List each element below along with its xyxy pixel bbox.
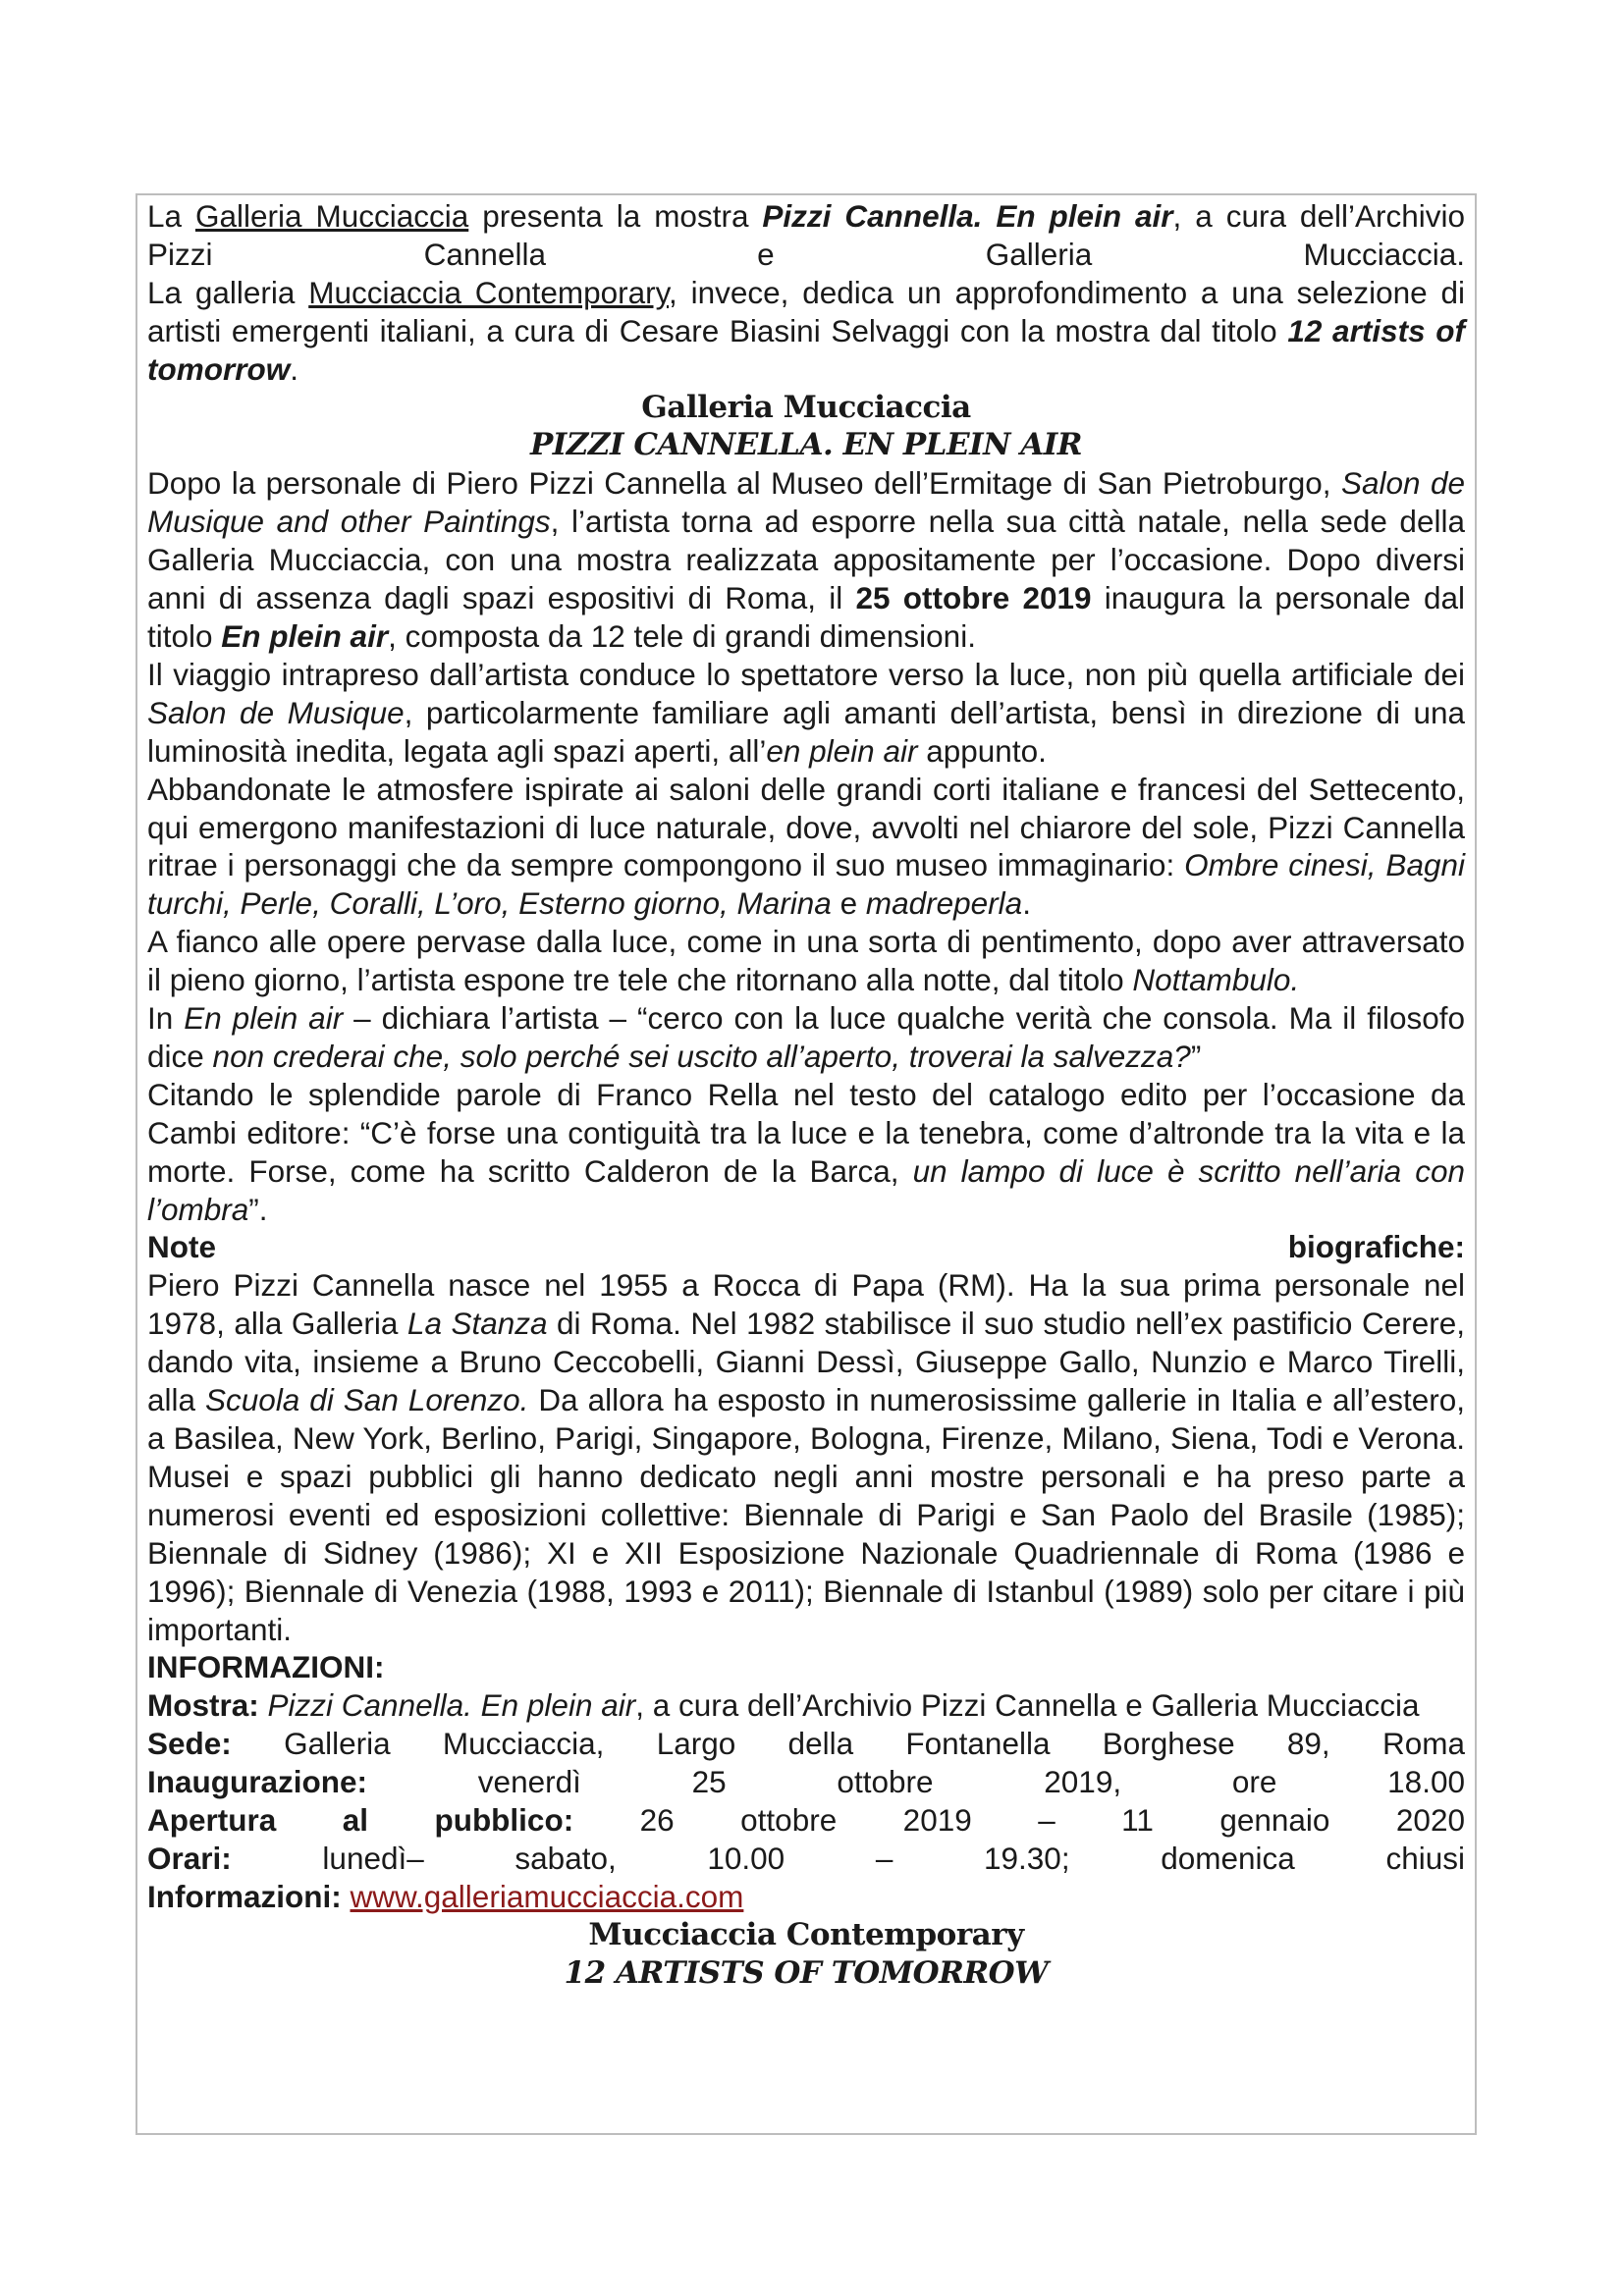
section1-paragraph-5: In En plein air – dichiara l’artista – “cerco con la luce qualche verità che consola. Ma il filosofo dice non crederai che, solo perché sei uscito all’aperto, troverai la salvezza?” <box>147 1000 1465 1074</box>
info-mostra: Mostra: Pizzi Cannella. En plein air, a cura dell’Archivio Pizzi Cannella e Galleria Mucciaccia <box>147 1687 1420 1724</box>
bio-paragraph: Piero Pizzi Cannella nasce nel 1955 a Rocca di Papa (RM). Ha la sua prima personale nel 1978, alla Galleria La Stanza di Roma. Nel 1982 stabilisce il suo studio nell’ex pastificio Cerere, dando vita, insieme a Bruno Ceccobelli, Gianni Dessì, Giuseppe Gallo, Nunzio e Marco Tirelli, alla Scuola di San Lorenzo. Da allora ha esposto in numerosissime gallerie in Italia e all’estero, a Basilea, New York, Berlino, Parigi, Singapore, Bologna, Firenze, Milano, Siena, Todi e Verona. Musei e spazi pubblici gli hanno dedicato negli anni mostre personali e ha preso parte a numerosi eventi ed esposizioni collettive: Biennale di Parigi e San Paolo del Brasile (1985); Biennale di Sidney (1986); XI e XII Esposizione Nazionale Quadriennale di Roma (1986 e 1996); Biennale di Venezia (1988, 1993 e 2011); Biennale di Istanbul (1989) solo per citare i più importanti. <box>147 1267 1465 1647</box>
section1-heading: Galleria Mucciaccia <box>641 389 971 425</box>
intro-paragraph-2: La galleria Mucciaccia Contemporary, invece, dedica un approfondimento a una selezione di artisti emergenti italiani, a cura di Cesare Biasini Selvaggi con la mostra dal titolo 12 artists of tomorrow. <box>147 274 1465 387</box>
info-apertura: Apertura al pubblico: 26 ottobre 2019 – 11 gennaio 2020 <box>147 1802 1465 1839</box>
bio-heading: Note biografiche: <box>147 1229 1465 1265</box>
section1-subheading: PIZZI CANNELLA. EN PLEIN AIR <box>529 427 1083 463</box>
info-informazioni: Informazioni: www.galleriamucciaccia.com <box>147 1878 744 1914</box>
section2-subheading: 12 ARTISTS OF TOMORROW <box>564 1954 1049 1991</box>
document-box <box>135 193 1477 2135</box>
section1-paragraph-4: A fianco alle opere pervase dalla luce, come in una sorta di pentimento, dopo aver attraversato il pieno giorno, l’artista espone tre tele che ritornano alla notte, dal titolo Nottambulo. <box>147 924 1465 998</box>
section2-heading: Mucciaccia Contemporary <box>588 1916 1024 1952</box>
website-link[interactable]: www.galleriamucciaccia.com <box>350 1878 744 1914</box>
info-heading: INFORMAZIONI: <box>147 1649 385 1685</box>
galleria-mucciaccia-link[interactable]: Galleria Mucciaccia <box>194 198 469 234</box>
section1-paragraph-1: Dopo la personale di Piero Pizzi Cannella al Museo dell’Ermitage di San Pietroburgo, Salon de Musique and other Paintings, l’artista torna ad esporre nella sua città natale, nella sede della Galleria Mucciaccia, con una mostra realizzata appositamente per l’occasione. Dopo diversi anni di assenza dagli spazi espositivi di Roma, il 25 ottobre 2019 inaugura la personale dal titolo En plein air, composta da 12 tele di grandi dimensioni. <box>147 465 1466 654</box>
mucciaccia-contemporary-link[interactable]: Mucciaccia Contemporary <box>308 274 670 310</box>
section1-paragraph-6: Citando le splendide parole di Franco Rella nel testo del catalogo edito per l’occasione da Cambi editore: “C’è forse una contiguità tra la luce e la tenebra, come d’altronde tra la vita e la morte. Forse, come ha scritto Calderon de la Barca, un lampo di luce è scritto nell’aria con l’ombra”. <box>147 1076 1465 1227</box>
info-sede: Sede: Galleria Mucciaccia, Largo della Fontanella Borghese 89, Roma <box>147 1726 1465 1762</box>
info-orari: Orari: lunedì– sabato, 10.00 – 19.30; domenica chiusi <box>147 1840 1465 1876</box>
intro-paragraph-1: La Galleria Mucciaccia presenta la mostra Pizzi Cannella. En plein air, a cura dell’Archivio Pizzi Cannella e Galleria Mucciaccia. <box>147 198 1465 272</box>
info-inaugurazione: Inaugurazione: venerdì 25 ottobre 2019, ore 18.00 <box>147 1764 1465 1800</box>
section1-paragraph-3: Abbandonate le atmosfere ispirate ai saloni delle grandi corti italiane e francesi del Settecento, qui emergono manifestazioni di luce naturale, dove, avvolti nel chiarore del sole, Pizzi Cannella ritrae i personaggi che da sempre compongono il suo museo immaginario: Ombre cinesi, Bagni turchi, Perle, Coralli, L’oro, Esterno giorno, Marina e madreperla. <box>147 771 1465 922</box>
section1-paragraph-2: Il viaggio intrapreso dall’artista conduce lo spettatore verso la luce, non più quella artificiale dei Salon de Musique, particolarmente familiare agli amanti dell’artista, bensì in direzione di una luminosità inedita, legata agli spazi aperti, all’en plein air appunto. <box>147 656 1465 769</box>
